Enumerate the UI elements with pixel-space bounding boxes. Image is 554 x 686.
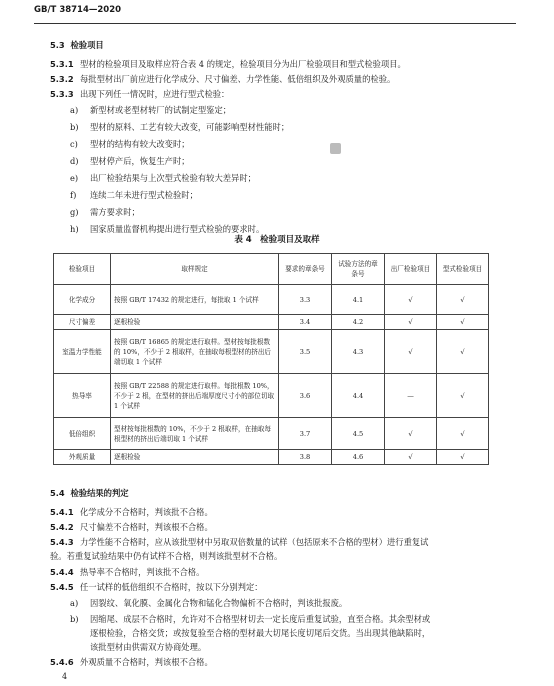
clause-text: 型材的检验项目及取样应符合表 4 的规定，检验项目分为出厂检验项目和型式检验项目。 xyxy=(80,59,406,69)
table-cell: 外观质量 xyxy=(54,450,111,465)
clause-5-3-2 xyxy=(50,74,395,85)
table-cell: 4.1 xyxy=(332,285,385,315)
clause-5-3-3 xyxy=(50,89,229,100)
column-header: 取样规定 xyxy=(111,254,279,285)
table-cell: √ xyxy=(437,330,489,374)
table-cell: √ xyxy=(437,374,489,418)
column-header: 试验方法的章条号 xyxy=(332,254,385,285)
clause-5-4-4: 5.4.4 热导率不合格时，判该批不合格。 xyxy=(50,567,205,577)
section-number: 5.3 xyxy=(50,40,65,50)
table-cell: 化学成分 xyxy=(54,285,111,315)
table-cell: 3.3 xyxy=(279,285,332,315)
section-5-3-heading xyxy=(50,40,104,51)
clause-5-4-6: 5.4.6 外观质量不合格时，判该根不合格。 xyxy=(50,657,213,667)
column-header: 要求的章条号 xyxy=(279,254,332,285)
table-cell: √ xyxy=(385,330,437,374)
table-cell: √ xyxy=(385,418,437,450)
table-row xyxy=(54,450,489,465)
table-cell: √ xyxy=(385,450,437,465)
table-cell: 3.4 xyxy=(279,315,332,330)
table-row xyxy=(54,330,489,374)
inspection-table xyxy=(53,253,489,465)
clause-5-4-3-cont: 验。若重复试验结果中仍有试样不合格，则判该批型材不合格。 xyxy=(50,551,283,561)
clause-number: 5.3.2 xyxy=(50,74,74,84)
table-cell: √ xyxy=(437,285,489,315)
scan-mark xyxy=(330,143,341,154)
list-item: a) 因裂纹、氧化膜、金属化合物和锰化合物偏析不合格时，判该批报废。 xyxy=(70,598,348,608)
clause-text: 每批型材出厂前应进行化学成分、尺寸偏差、力学性能、低倍组织及外观质量的检验。 xyxy=(80,74,396,84)
table-cell: 热导率 xyxy=(54,374,111,418)
table-cell: 按照 GB/T 17432 的规定进行，每批取 1 个试样 xyxy=(111,285,279,315)
clause-5-3-1 xyxy=(50,59,406,70)
header-rule xyxy=(34,23,516,24)
table-cell: 尺寸偏差 xyxy=(54,315,111,330)
column-header: 型式检验项目 xyxy=(437,254,489,285)
column-header: 出厂检验项目 xyxy=(385,254,437,285)
table-cell: 逐根检验 xyxy=(111,315,279,330)
table-cell: 4.4 xyxy=(332,374,385,418)
table-cell: √ xyxy=(437,418,489,450)
list-item: b) 型材的原料、工艺有较大改变，可能影响型材性能时； xyxy=(70,122,290,132)
table-cell: √ xyxy=(385,285,437,315)
table-cell: — xyxy=(385,374,437,418)
table-cell: 3.5 xyxy=(279,330,332,374)
table-row xyxy=(54,315,489,330)
table-cell: 3.8 xyxy=(279,450,332,465)
table-cell: 4.6 xyxy=(332,450,385,465)
table-cell: √ xyxy=(437,450,489,465)
table-row xyxy=(54,285,489,315)
list-item: h) 国家质量监督机构提出进行型式检验的要求时。 xyxy=(70,224,265,234)
clause-5-4-2: 5.4.2 尺寸偏差不合格时，判该根不合格。 xyxy=(50,522,213,532)
table-cell: 4.5 xyxy=(332,418,385,450)
table-cell: √ xyxy=(385,315,437,330)
section-number: 5.4 xyxy=(50,488,65,498)
clause-5-4-1: 5.4.1 化学成分不合格时，判该批不合格。 xyxy=(50,507,213,517)
table-cell: √ xyxy=(437,315,489,330)
table-cell: 3.7 xyxy=(279,418,332,450)
clause-number: 5.3.1 xyxy=(50,59,74,69)
section-title: 检验项目 xyxy=(70,40,104,50)
list-item: e) 出厂检验结果与上次型式检验有较大差异时； xyxy=(70,173,256,183)
page-number: 4 xyxy=(62,672,68,681)
table-cell: 4.2 xyxy=(332,315,385,330)
clause-5-4-5: 5.4.5 任一试样的低倍组织不合格时，按以下分别判定： xyxy=(50,582,263,592)
section-title: 检验结果的判定 xyxy=(70,488,129,498)
table-header-row xyxy=(54,254,489,285)
list-item: g) 需方要求时； xyxy=(70,207,140,217)
table-row xyxy=(54,418,489,450)
table-cell: 4.3 xyxy=(332,330,385,374)
table-cell: 按照 GB/T 16865 的规定进行取样。型材按每批根数的 10%，不少于 2 根取样，在抽取每根型材的挤出后端切取 1 个试样 xyxy=(111,330,279,374)
section-5-4-heading xyxy=(50,488,129,499)
table-cell: 3.6 xyxy=(279,374,332,418)
table-title: 表 4 检验项目及取样 xyxy=(234,235,320,245)
list-item: a) 新型材或老型材转厂的试制定型鉴定； xyxy=(70,105,232,115)
table-row xyxy=(54,374,489,418)
list-item-cont: 该批型材由供需双方协商处理。 xyxy=(90,642,207,652)
standard-code: GB/T 38714—2020 xyxy=(34,5,122,15)
clause-text: 出现下列任一情况时，应进行型式检验： xyxy=(80,89,230,99)
clause-5-4-3: 5.4.3 力学性能不合格时，应从该批型材中另取双倍数量的试样（包括原来不合格的型材）进行重复试 xyxy=(50,537,429,547)
clause-number: 5.3.3 xyxy=(50,89,74,99)
list-item: c) 型材的结构有较大改变时； xyxy=(70,139,190,149)
list-item: d) 型材停产后，恢复生产时； xyxy=(70,156,190,166)
list-item: f) 连续二年未进行型式检验时； xyxy=(70,190,198,200)
column-header: 检验项目 xyxy=(54,254,111,285)
table-cell: 按照 GB/T 22588 的规定进行取样。每批根数 10%，不少于 2 根，在型材的挤出后端厚度尺寸小的部位切取 1 个试样 xyxy=(111,374,279,418)
table-cell: 低倍组织 xyxy=(54,418,111,450)
table-cell: 逐根检验 xyxy=(111,450,279,465)
table-cell: 室温力学性能 xyxy=(54,330,111,374)
list-item-cont: 逐根检验，合格交货；或按复验至合格的型材最大切尾长度切尾后交货。当出现其他缺陷时， xyxy=(90,628,431,638)
table-cell: 型材按每批根数的 10%，不少于 2 根取样，在抽取每根型材的挤出后端切取 1 个试样 xyxy=(111,418,279,450)
list-item: b) 因缩尾、成层不合格时，允许对不合格型材切去一定长度后重复试验，直至合格。其余型材或 xyxy=(70,614,431,624)
